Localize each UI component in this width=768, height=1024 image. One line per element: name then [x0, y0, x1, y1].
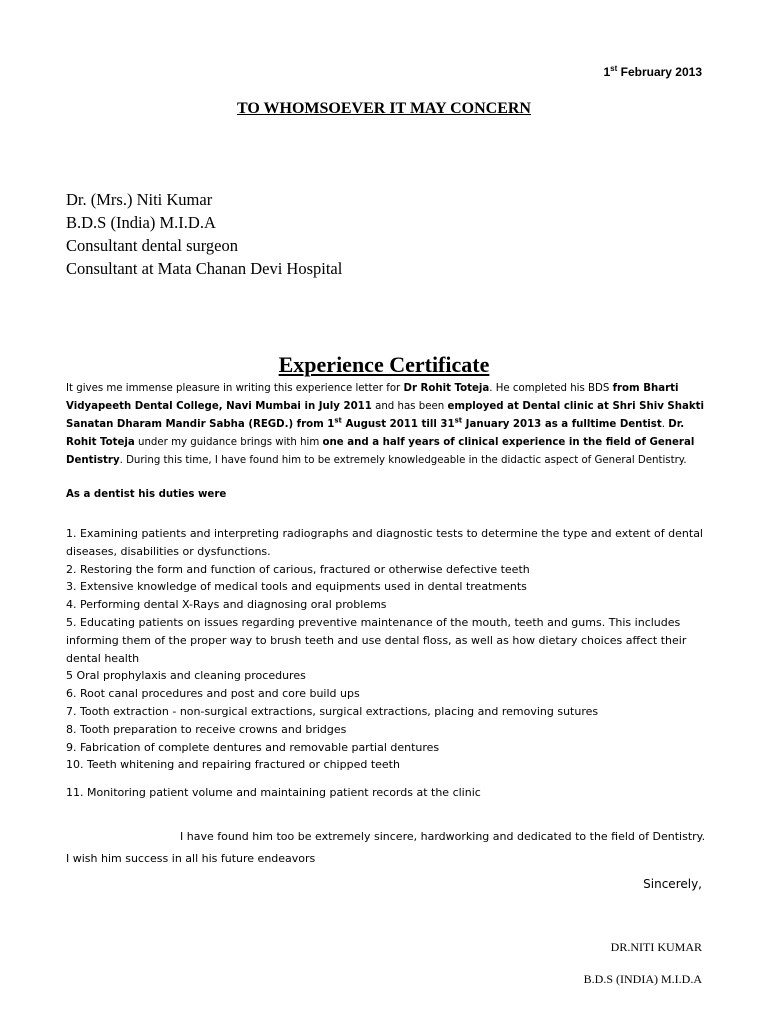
- closing-paragraph: I have found him too be extremely sincere, hardworking and dedicated to the field of Dentistry. I wish him success in all his future endeavors: [66, 830, 706, 865]
- list-item: 2. Restoring the form and function of carious, fractured or otherwise defective teeth: [66, 562, 530, 576]
- list-item: 5 Oral prophylaxis and cleaning procedures: [66, 669, 306, 683]
- list-item: 6. Root canal procedures and post and core build ups: [66, 687, 360, 701]
- letter-date: 1st February 2013: [603, 64, 702, 79]
- list-item: 10. Teeth whitening and repairing fractured or chipped teeth: [66, 758, 400, 772]
- duties-title: As a dentist his duties were: [66, 489, 227, 500]
- list-item: 11. Monitoring patient volume and maintaining patient records at the clinic: [66, 786, 481, 799]
- signatory-credentials: B.D.S (INDIA) M.I.D.A: [583, 972, 702, 986]
- intro-paragraph: It gives me immense pleasure in writing this experience letter for Dr Rohit Toteja. He completed his BDS from Bharti Vidyapeeth Dental College, Navi Mumbai in July 2011 and has been employed at Dental clinic at Shri Shiv Shakti Sanatan Dharam Mandir Sabha (REGD.) from 1st August 2011 till 31st January 2013 as a fulltime Dentist. Dr. Rohit Toteja under my guidance brings with him one and a half years of clinical experience in the field of General Dentistry. During this time, I have found him to be extremely knowledgeable in the didactic aspect of General Dentistry.: [66, 383, 704, 466]
- signatory-name: DR.NITI KUMAR: [610, 940, 702, 954]
- concern-heading: TO WHOMSOEVER IT MAY CONCERN: [237, 100, 531, 117]
- duties-list: [66, 525, 706, 774]
- address-line: Dr. (Mrs.) Niti Kumar: [66, 190, 213, 209]
- address-line: B.D.S (India) M.I.D.A: [66, 213, 216, 232]
- address-line: Consultant at Mata Chanan Devi Hospital: [66, 259, 343, 278]
- sender-address: [66, 188, 342, 280]
- list-item: 4. Performing dental X-Rays and diagnosing oral problems: [66, 598, 387, 612]
- list-item: 8. Tooth preparation to receive crowns and bridges: [66, 722, 347, 736]
- certificate-title: Experience Certificate: [278, 352, 490, 377]
- list-item: 5. Educating patients on issues regarding preventive maintenance of the mouth, teeth and gums. This includes informing them of the proper way to brush teeth and use dental floss, as well as how dietary choices affect their dental health: [66, 615, 687, 665]
- list-item: 1. Examining patients and interpreting radiographs and diagnostic tests to determine the type and extent of dental diseases, disabilities or dysfunctions.: [66, 527, 703, 558]
- list-item: 3. Extensive knowledge of medical tools and equipments used in dental treatments: [66, 580, 527, 594]
- list-item: 7. Tooth extraction - non-surgical extractions, surgical extractions, placing and removing sutures: [66, 704, 599, 718]
- list-item: 9. Fabrication of complete dentures and removable partial dentures: [66, 740, 440, 754]
- address-line: Consultant dental surgeon: [66, 236, 239, 255]
- sign-off: Sincerely,: [643, 877, 702, 891]
